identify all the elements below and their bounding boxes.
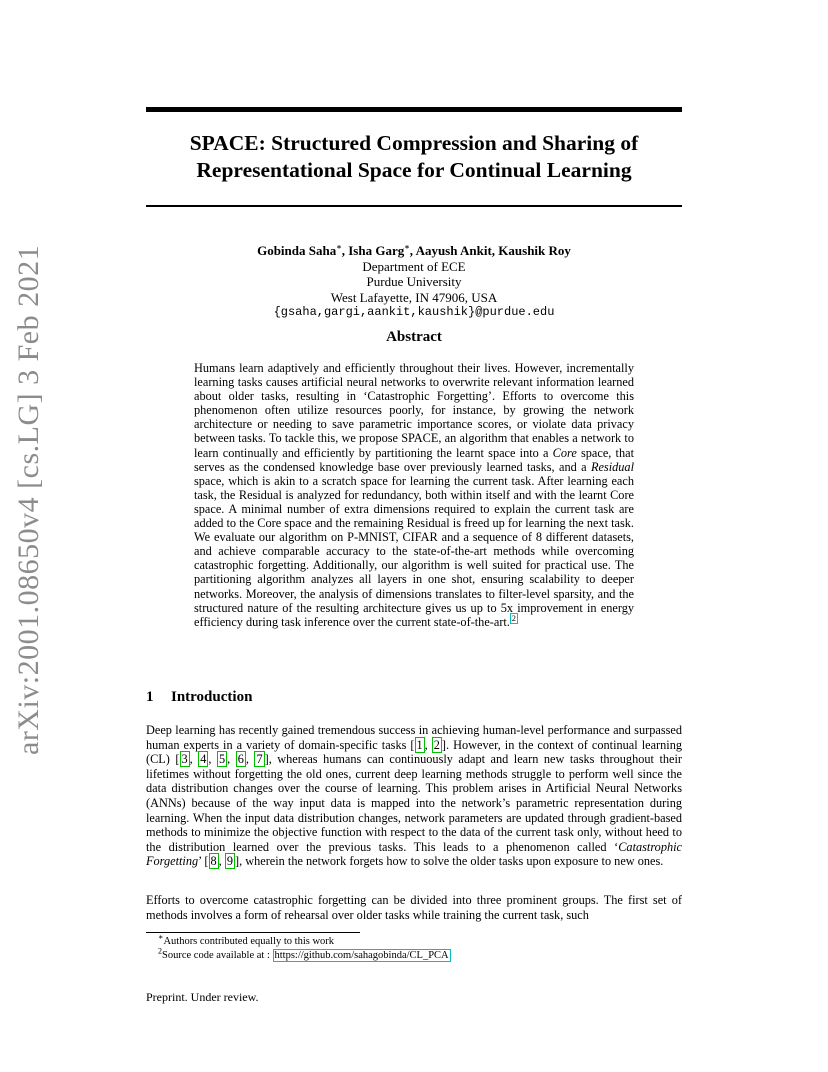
citation-link[interactable]: 9	[226, 854, 233, 869]
paper-title	[146, 130, 682, 184]
paragraph-text: ]. However, in the context of continual learning (CL) [	[146, 737, 682, 767]
citation-link[interactable]: 3	[181, 752, 188, 767]
abstract-footnote-link[interactable]: 2	[511, 613, 516, 623]
paragraph-text: ], wherein the network forgets how to solve the older tasks upon exposure to new ones.	[234, 854, 664, 869]
citation-link[interactable]: 7	[256, 752, 263, 767]
citation-separator: ,	[424, 737, 432, 752]
author-names: Gobinda Saha∗, Isha Garg∗, Aayush Ankit, Kaushik Roy	[257, 242, 571, 258]
preprint-notice: Preprint. Under review.	[146, 990, 259, 1004]
paragraph-text: Deep learning has recently gained tremendous success in achieving human-level performance and surpassed human experts in a variety of domain-specific tasks [	[146, 723, 682, 752]
footnote-1	[158, 932, 451, 949]
footnote-1-text: Authors contributed equally to this work	[163, 936, 335, 947]
source-code-link[interactable]: https://github.com/sahagobinda/CL_PCA	[274, 950, 449, 961]
citation-link[interactable]: 6	[237, 752, 244, 767]
author-emails: {gsaha,gargi,aankit,kaushik}@purdue.edu	[273, 305, 555, 320]
author-garg: Isha Garg	[348, 243, 405, 258]
footnote-1-mark: ∗	[158, 932, 164, 942]
abstract-residual-term: Residual	[590, 459, 634, 474]
abstract-text	[194, 361, 634, 629]
citation-link[interactable]: 4	[200, 752, 207, 767]
title-line-1: SPACE: Structured Compression and Sharing of	[189, 131, 639, 155]
paragraph-text: ’ [	[198, 854, 209, 869]
author-ankit-roy: Aayush Ankit, Kaushik Roy	[415, 243, 571, 258]
section-heading-introduction	[146, 689, 252, 706]
footnote-rule	[146, 932, 360, 933]
intro-paragraph-1: Deep learning has recently gained tremendous success in achieving human-level performance and surpassed human experts in a variety of domain-specific tasks [ 1 , 2 ]. However, in the context of continual learning (CL) [ 3 , 4 , 5 , 6 , 7 ], whereas humans can continuously adapt and learn new tasks throughout their lifetimes without forgetting the old ones, current deep learning methods struggle to perform well since the data distribution changes over the course of learning. This problem arises in Artificial Neural Networks (ANNs) because of the way input data is mapped into the network’s parametric representation during learning. When the input data distribution changes, network parameters are updated through gradient-based methods to minimize the objective function with respect to the data of the current task only, without heed to the distribution learned over the previous tasks. This leads to a phenomenon called ‘Catastrophic Forgetting’ [ 8 , 9 ], wherein the network forgets how to solve the older tasks upon exposure to new ones.	[146, 723, 682, 869]
catastrophic-forgetting-term: Catastrophic Forgetting	[146, 839, 682, 869]
abstract-part: space, that serves as the condensed knowledge base over previously learned tasks, and a	[194, 445, 634, 474]
citation-link[interactable]: 1	[416, 737, 423, 752]
arxiv-identifier-stamp: arXiv:2001.08650v4 [cs.LG] 3 Feb 2021	[12, 244, 45, 755]
paragraph-text: ], whereas humans can continuously adapt and learn new tasks throughout their lifetimes without forgetting the old ones, current deep learning methods struggle to perform well since the data distribution changes over the course of learning. This problem arises in Artificial Neural Networks (ANNs) because of the way input data is mapped into the network’s parametric representation during learning. When the input data distribution changes, network parameters are updated through gradient-based methods to minimize the objective function with respect to the data of the current task only, without heed to the distribution learned over the previous tasks. This leads to a phenomenon called ‘	[146, 752, 682, 854]
citation-link[interactable]: 8	[210, 854, 217, 869]
author-university: Purdue University	[366, 274, 462, 290]
author-block	[146, 243, 682, 321]
footnote-2-mark: 2	[158, 946, 162, 956]
title-line-2: Representational Space for Continual Learning	[196, 158, 632, 182]
abstract-part: space, which is akin to a scratch space for learning the current task. After learning each task, the Residual is analyzed for redundancy, both within itself and with the learnt Core space. A minimal number of extra dimensions required to explain the current task are added to the Core space and the remaining Residual is freed up for learning the next task. We evaluate our algorithm on P-MNIST, CIFAR and a sequence of 8 different datasets, and achieve comparable accuracy to the state-of-the-art methods while overcoming catastrophic forgetting. Additionally, our algorithm is well suited for practical use. The partitioning algorithm analyzes all layers in one shot, ensuring scalability to deeper networks. Moreover, the analysis of dimensions translates to filter-level sparsity, and the structured nature of the resulting architecture gives us up to 5x improvement in energy efficiency during task inference over the current state-of-the-art.	[194, 473, 634, 629]
section-title: Introduction	[171, 689, 253, 705]
footnote-2	[158, 946, 451, 963]
title-bottom-rule	[146, 205, 682, 207]
citation-link[interactable]: 2	[433, 737, 440, 752]
abstract-heading: Abstract	[386, 329, 442, 345]
author-location: West Lafayette, IN 47906, USA	[330, 289, 498, 305]
abstract-core-term: Core	[552, 445, 577, 460]
citation-link[interactable]: 5	[218, 752, 226, 767]
author-saha: Gobinda Saha	[257, 243, 337, 258]
section-number: 1	[146, 689, 154, 705]
intro-paragraph-2: Efforts to overcome catastrophic forgetting can be divided into three prominent groups. The first set of methods involves a form of rehearsal over older tasks while training the current task, such	[146, 893, 682, 922]
equal-contribution-mark: ∗	[404, 242, 410, 252]
author-department: Department of ECE	[362, 258, 466, 274]
footnote-2-text: Source code available at :	[162, 950, 273, 961]
footnotes	[158, 932, 451, 963]
title-top-rule	[146, 107, 682, 112]
abstract-part: Humans learn adaptively and efficiently throughout their lives. However, incrementally learning tasks causes artificial neural networks to overwrite relevant information learned about older tasks, resulting in ‘Catastrophic Forgetting’. Efforts to overcome this phenomenon often utilize resources poorly, for instance, by growing the network architecture or needing to save parametric importance scores, or violate data privacy between tasks. To tackle this, we propose SPACE, an algorithm that enables a network to learn continually and efficiently by partitioning the learnt space into a	[194, 361, 634, 460]
equal-contribution-mark: ∗	[336, 242, 342, 252]
